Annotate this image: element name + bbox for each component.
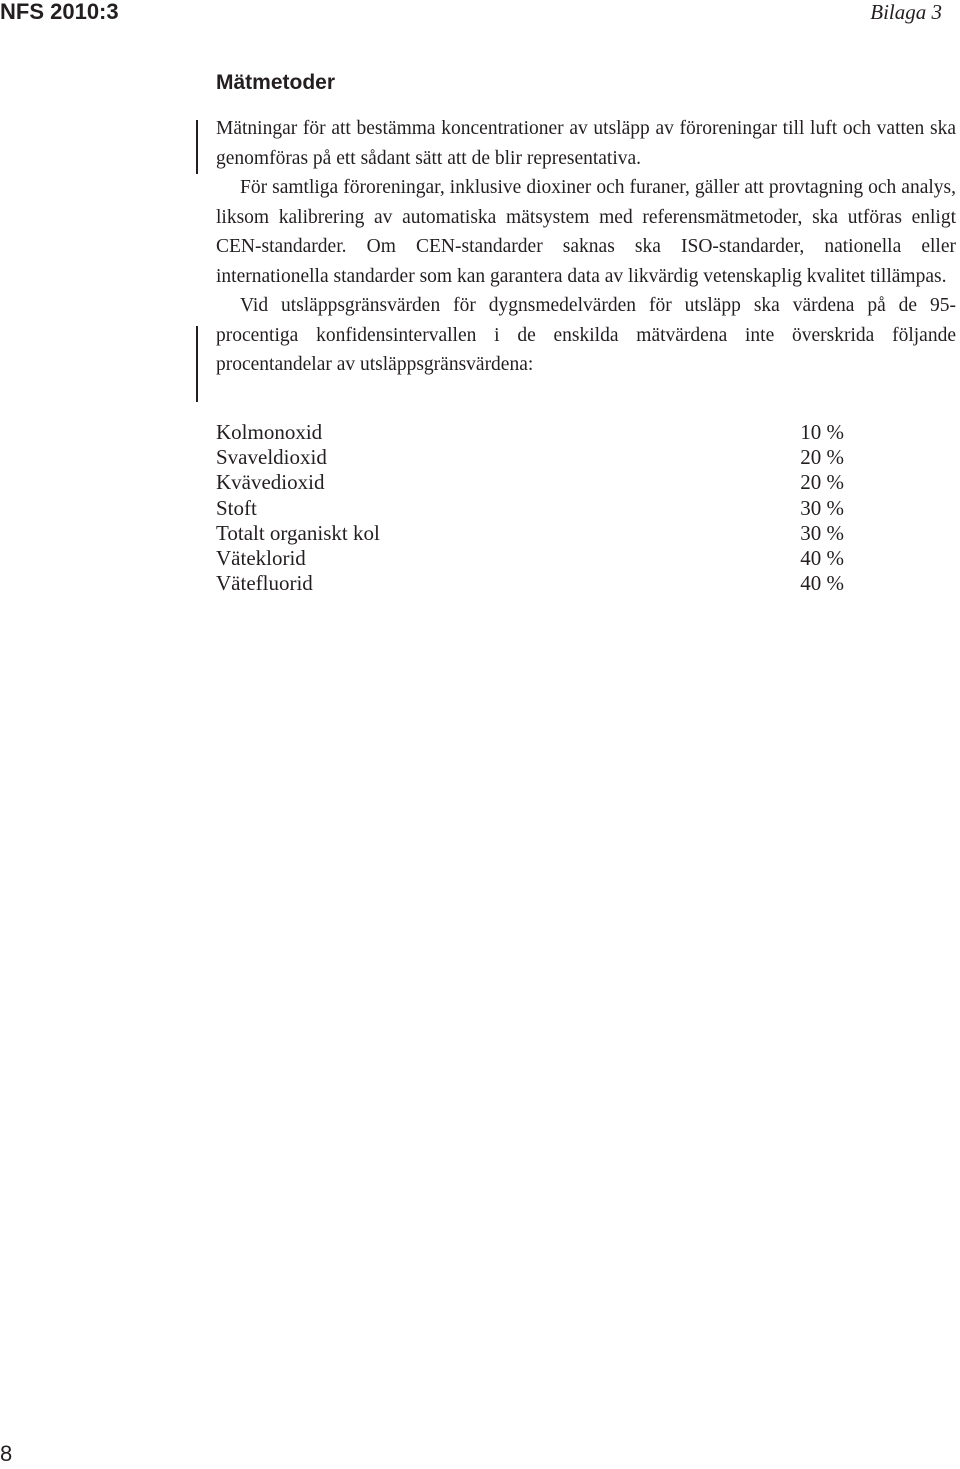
- list-item: [216, 470, 844, 495]
- list-item: [216, 445, 844, 470]
- change-bar: [196, 120, 198, 174]
- paragraph-confidence-intervals: Vid utsläppsgränsvärden för dygnsmedelvärden för utsläpp ska värdena på de 95-procentiga konfidensintervallen i de enskilda mätvärdena inte överskrida följande procentandelar av utsläppsgränsvärdena:: [216, 295, 956, 375]
- list-item: [216, 496, 844, 521]
- page-number: 8: [0, 1441, 13, 1466]
- percent-value: 10 %: [800, 420, 844, 444]
- substance-name: Svaveldioxid: [216, 445, 327, 470]
- percent-value: 30 %: [800, 520, 844, 545]
- section-body: [216, 114, 956, 380]
- list-item: [216, 420, 844, 445]
- percent-value: 20 %: [800, 445, 844, 470]
- substance-name: Vätefluorid: [216, 571, 313, 596]
- appendix-label: Bilaga 3: [870, 0, 942, 24]
- document-id: NFS 2010:3: [0, 0, 119, 24]
- paragraph-measurements: Mätningar för att bestämma koncentrationer av utsläpp av föroreningar till luft och vatten ska genomföras på ett sådant sätt att de blir representativa.: [216, 118, 956, 169]
- percent-value: 40 %: [800, 571, 844, 596]
- list-item: [216, 571, 844, 596]
- substance-name: Kvävedioxid: [216, 470, 325, 495]
- list-item: [216, 546, 844, 571]
- percent-value: 20 %: [800, 470, 844, 495]
- section-title: Mätmetoder: [216, 71, 336, 94]
- confidence-interval-list: [216, 420, 844, 596]
- change-bar: [196, 326, 198, 402]
- list-item: [216, 521, 844, 546]
- substance-name: Totalt organiskt kol: [216, 520, 380, 545]
- percent-value: 30 %: [800, 495, 844, 520]
- substance-name: Stoft: [216, 495, 257, 520]
- percent-value: 40 %: [800, 546, 844, 571]
- paragraph-standards: För samtliga föroreningar, inklusive dioxiner och furaner, gäller att provtagning och analys, liksom kalibrering av automatiska mätsystem med referensmätmetoder, ska utföras enligt CEN-standarder. Om CEN-standarder saknas ska ISO-standarder, nationella eller internationella standarder som kan garantera data av likvärdig vetenskaplig kvalitet tillämpas.: [216, 177, 956, 287]
- substance-name: Väteklorid: [216, 546, 306, 571]
- substance-name: Kolmonoxid: [216, 420, 323, 444]
